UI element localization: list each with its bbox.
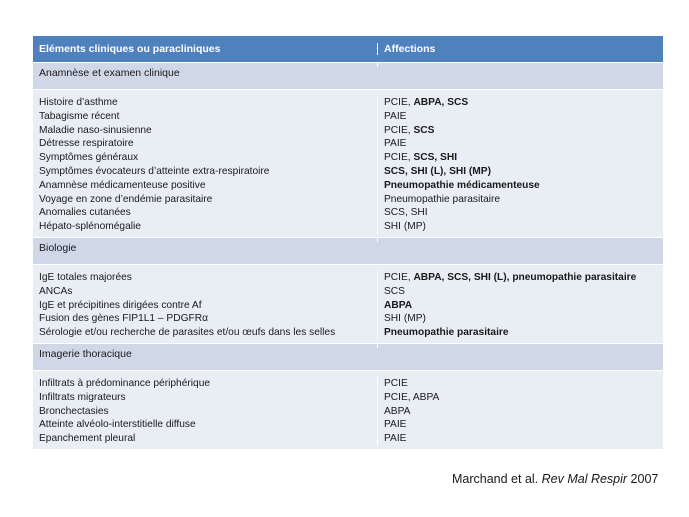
section-empty-cell [377,63,663,67]
row-affections [384,151,663,165]
row-affections [384,179,663,193]
affection-text: PCIE, [384,152,414,164]
affection-text: PAIE [384,433,407,445]
row-label: Fusion des gènes FIP1L1 – PDGFRα [39,313,208,325]
affection-text: ABPA, SCS [413,97,469,108]
row-label: Voyage en zone d’endémie parasitaire [39,193,213,205]
section-title: Biologie [39,241,77,254]
row-affections [384,124,663,138]
section-header [33,343,663,370]
affection-text: SCS [413,124,435,136]
affection-text: SCS [384,285,405,297]
row-affections [384,165,663,179]
citation-authors: Marchand et al. [452,472,542,486]
row-label: Tabagisme récent [39,110,120,122]
section-header [33,62,663,89]
affection-text: PCIE, [384,124,414,136]
affection-text: SHI (MP) [384,221,426,233]
affections-column [377,96,663,234]
row-label: ANCAs [39,285,73,297]
section-empty-cell [377,344,663,348]
affection-text: PAIE [384,110,407,122]
section-title: Anamnèse et examen clinique [39,67,180,79]
header-col2: Affections [377,43,663,55]
affection-text: Pneumopathie parasitaire [384,327,509,339]
header-col1: Eléments cliniques ou paracliniques [39,43,221,55]
row-label: IgE totales majorées [39,271,132,283]
row-affections [384,405,663,419]
row-affections [384,110,663,124]
affections-column [377,377,663,446]
affection-text: PAIE [384,138,407,150]
citation-journal: Rev Mal Respir [541,472,628,486]
row-affections [384,220,663,234]
row-label: Histoire d’asthme [39,97,118,108]
affection-text: PCIE, ABPA [384,391,440,403]
affection-text: SCS, SHI [413,152,458,164]
section-rows [33,370,663,449]
row-label: Détresse respiratoire [39,138,134,150]
row-label: Atteinte alvéolo-interstitielle diffuse [39,419,196,431]
affections-column [377,271,663,340]
row-affections [384,206,663,220]
labels-column [33,271,377,340]
affection-text: PCIE, [384,97,414,108]
section-rows [33,264,663,343]
affection-text: PCIE [384,377,408,389]
row-affections [384,391,663,405]
row-affections [384,96,663,110]
row-label: Symptômes évocateurs d’atteinte extra-respiratoire [39,165,270,177]
affection-text: Pneumopathie parasitaire [384,193,501,205]
citation-year: 2007 [627,472,659,486]
row-label: Anomalies cutanées [39,207,131,219]
row-label: IgE et précipitines dirigées contre Af [39,299,202,311]
affection-text: ABPA, SCS, SHI (L), pneumopathie parasitaire [413,271,637,283]
row-label: Symptômes généraux [39,152,139,164]
affection-text: SCS, SHI [384,207,428,219]
citation [452,472,658,486]
row-label: Sérologie et/ou recherche de parasites et/ou œufs dans les selles [39,327,336,339]
row-affections [384,418,663,432]
section-rows [33,89,663,237]
section-empty-cell [377,238,663,242]
row-affections [384,312,663,326]
row-affections [384,377,663,391]
affection-text: SCS, SHI (L), SHI (MP) [384,165,491,177]
row-affections [384,299,663,313]
affection-text: ABPA [384,405,411,417]
affection-text: PAIE [384,419,407,431]
row-affections [384,432,663,446]
clinical-table [33,36,663,449]
table-body [33,62,663,449]
affection-text: PCIE, [384,271,414,283]
row-label: Bronchectasies [39,405,109,417]
row-affections [384,271,663,285]
row-label: Infiltrats migrateurs [39,391,126,403]
row-affections [384,326,663,340]
table-header [33,36,663,62]
row-affections [384,193,663,207]
affection-text: Pneumopathie médicamenteuse [384,179,540,191]
section-title: Imagerie thoracique [39,347,132,360]
row-affections [384,285,663,299]
labels-column [33,377,377,446]
affection-text: ABPA [384,299,413,311]
row-affections [384,137,663,151]
section-header [33,237,663,264]
affection-text: SHI (MP) [384,313,426,325]
row-label: Infiltrats à prédominance périphérique [39,377,211,389]
labels-column [33,96,377,234]
row-label: Maladie naso-sinusienne [39,124,152,136]
row-label: Hépato-splénomégalie [39,221,141,233]
row-label: Anamnèse médicamenteuse positive [39,179,206,191]
row-label: Epanchement pleural [39,433,136,445]
